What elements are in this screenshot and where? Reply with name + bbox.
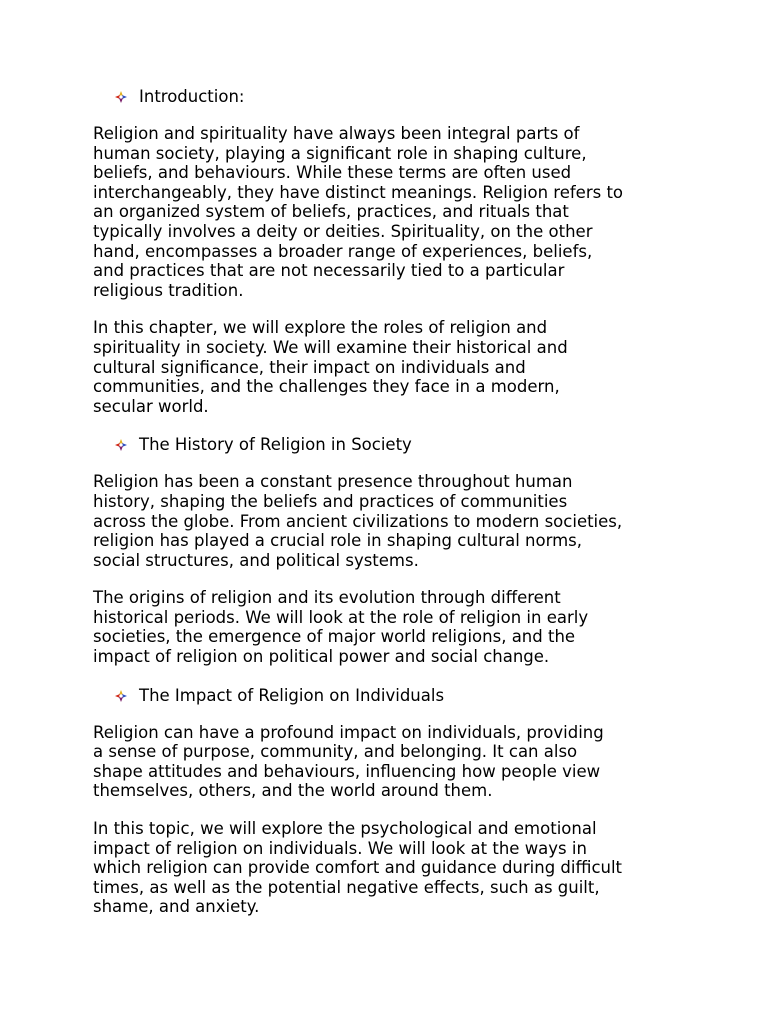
paragraph: The origins of religion and its evolution through different historical periods. We will look at the role of religion in early societies, the emergence of major world religions, and the impact of religion on political power and social change. xyxy=(93,588,589,667)
section-heading-text: Introduction: xyxy=(139,87,245,106)
arrow-bullet-icon xyxy=(115,91,127,103)
paragraph: Religion and spirituality have always been integral parts of human society, playing a significant role in shaping culture, beliefs, and behaviours. While these terms are often used interchangeably, they have distinct meanings. Religion refers to an organized system of beliefs, practices, and rituals that typically involves a deity or deities. Spirituality, on the other hand, encompasses a broader range of experiences, beliefs, and practices that are not necessarily tied to a particular religious tradition. xyxy=(93,124,624,300)
paragraph: Religion can have a profound impact on individuals, providing a sense of purpose, community, and belonging. It can also shape attitudes and behaviours, influencing how people view themselves, others, and the world around them. xyxy=(93,722,604,801)
paragraph: In this topic, we will explore the psychological and emotional impact of religion on individuals. We will look at the ways in which religion can provide comfort and guidance during difficult times, as well as the potential negative effects, such as guilt, shame, and anxiety. xyxy=(93,819,623,917)
section-heading-text: The History of Religion in Society xyxy=(139,435,412,455)
document-page xyxy=(93,86,693,917)
section-heading-introduction xyxy=(93,86,693,108)
arrow-bullet-icon xyxy=(115,439,127,451)
section-heading-text: The Impact of Religion on Individuals xyxy=(139,685,445,705)
arrow-bullet-icon xyxy=(115,690,127,702)
paragraph: In this chapter, we will explore the roles of religion and spirituality in society. We will examine their historical and cultural significance, their impact on individuals and communities, and the challenges they face in a modern, secular world. xyxy=(93,318,568,416)
section-heading-history xyxy=(93,434,693,456)
paragraph: Religion has been a constant presence throughout human history, shaping the beliefs and practices of communities across the globe. From ancient civilizations to modern societies, religion has played a crucial role in shaping cultural norms, social structures, and political systems. xyxy=(93,472,623,570)
section-heading-impact xyxy=(93,685,693,707)
